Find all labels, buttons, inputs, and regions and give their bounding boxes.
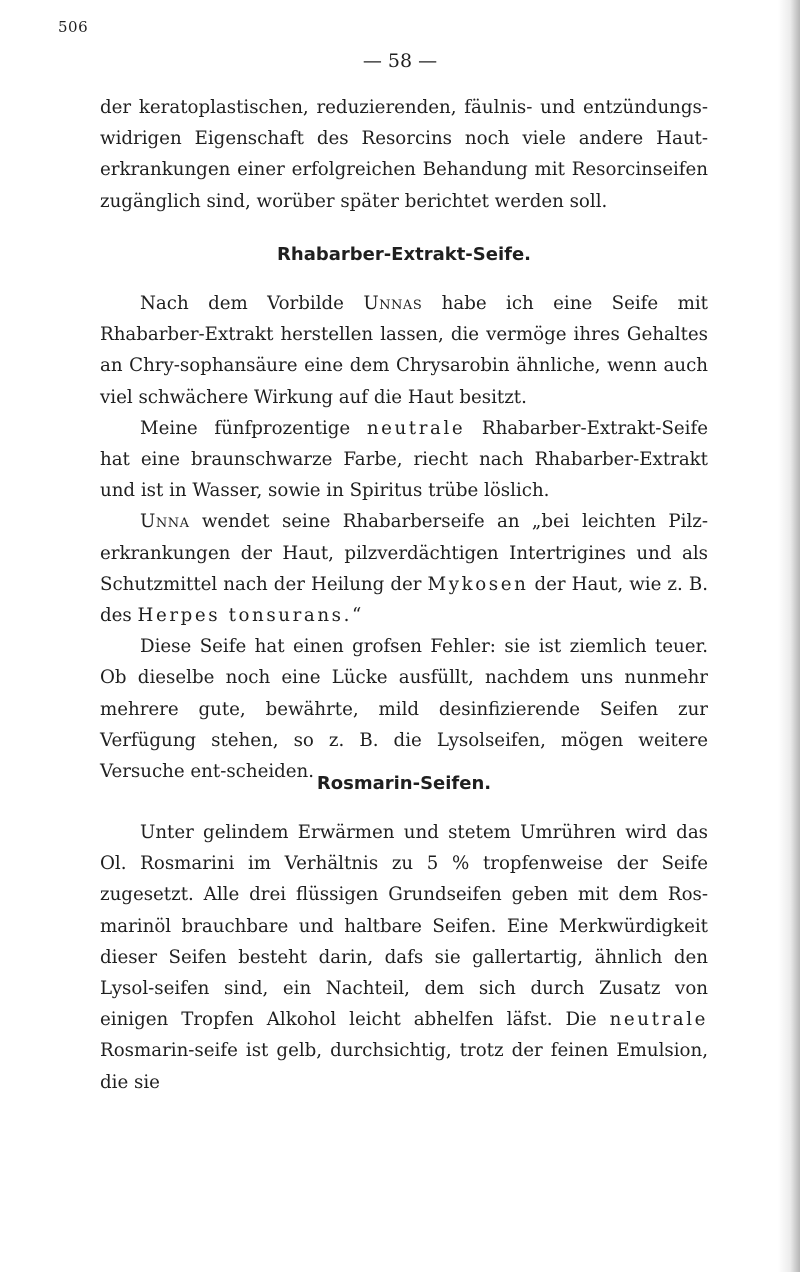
author-name: Unnas [363,293,423,314]
page-edge-shadow [778,0,800,1272]
emphasis-text: Herpes tonsurans. [137,605,352,627]
page-number-center: — 58 — [362,50,438,72]
paragraph-1: Nach dem Vorbilde Unnas habe ich eine Seife mit Rhabarber-Extrakt herstellen lassen, die vermöge ihres Gehaltes an Chry-sophansäure eine dem Chrysarobin ähnliche, wenn auch viel schwächere Wirkung auf die Haut besitzt. [100,293,708,408]
intro-text: der keratoplastischen, reduzierenden, fäulnis- und entzündungs-widrigen Eigenschaft des Resorcins noch viele andere Haut-erkrankungen einer erfolgreichen Behandung mit Resorcinseifen zugänglich sind, worüber später berichtet werden soll. [100,97,708,212]
section-heading-rosmarin: Rosmarin-Seifen. [316,773,492,794]
paragraph-5: Unter gelindem Erwärmen und stetem Umrühren wird das Ol. Rosmarini im Verhältnis zu 5 % tropfenweise der Seife zugesetzt. Alle drei flüssigen Grundseifen geben mit dem Ros-marinöl brauchbare und haltbare Seifen. Eine Merkwürdigkeit dieser Seifen besteht darin, dafs sie gallertartig, ähnlich den Lysol-seifen sind, ein Nachteil, dem sich durch Zusatz von einigen Tropfen Alkohol leicht abhelfen läfst. Die neutrale Rosmarin-seife ist gelb, durchsichtig, trotz der feinen Emulsion, die sie [100,822,708,1093]
paragraph-4: Diese Seife hat einen grofsen Fehler: sie ist ziemlich teuer. Ob dieselbe noch eine Lücke ausfüllt, nachdem uns nunmehr mehrere gute, bewährte, mild desinfizierende Seifen zur Verfügung stehen, so z. B. die Lysolseifen, mögen weitere Versuche ent-scheiden. [100,636,708,783]
paragraph-2: Meine fünfprozentige neutrale Rhabarber-Extrakt-Seife hat eine braunschwarze Farbe, riecht nach Rhabarber-Extrakt und ist in Wasser, sowie in Spiritus trübe löslich. [100,417,708,502]
section-body-rhabarber [100,288,708,787]
section-heading-rhabarber: Rhabarber-Extrakt-Seife. [277,244,531,265]
paragraph-3: Unna wendet seine Rhabarberseife an „bei leichten Pilz-erkrankungen der Haut, pilzverdächtigen Intertrigines und als Schutzmittel nach der Heilung der Mykosen der Haut, wie z. B. des Herpes tonsurans.“ [100,511,708,627]
author-name: Unna [140,511,190,533]
page-number-left: 506 [58,18,89,36]
emphasis-text: Mykosen [427,573,529,595]
emphasis-text: neutrale [609,1009,708,1031]
emphasis-text: neutrale [366,417,466,439]
intro-paragraph [100,92,708,217]
section-body-rosmarin [100,817,708,1098]
